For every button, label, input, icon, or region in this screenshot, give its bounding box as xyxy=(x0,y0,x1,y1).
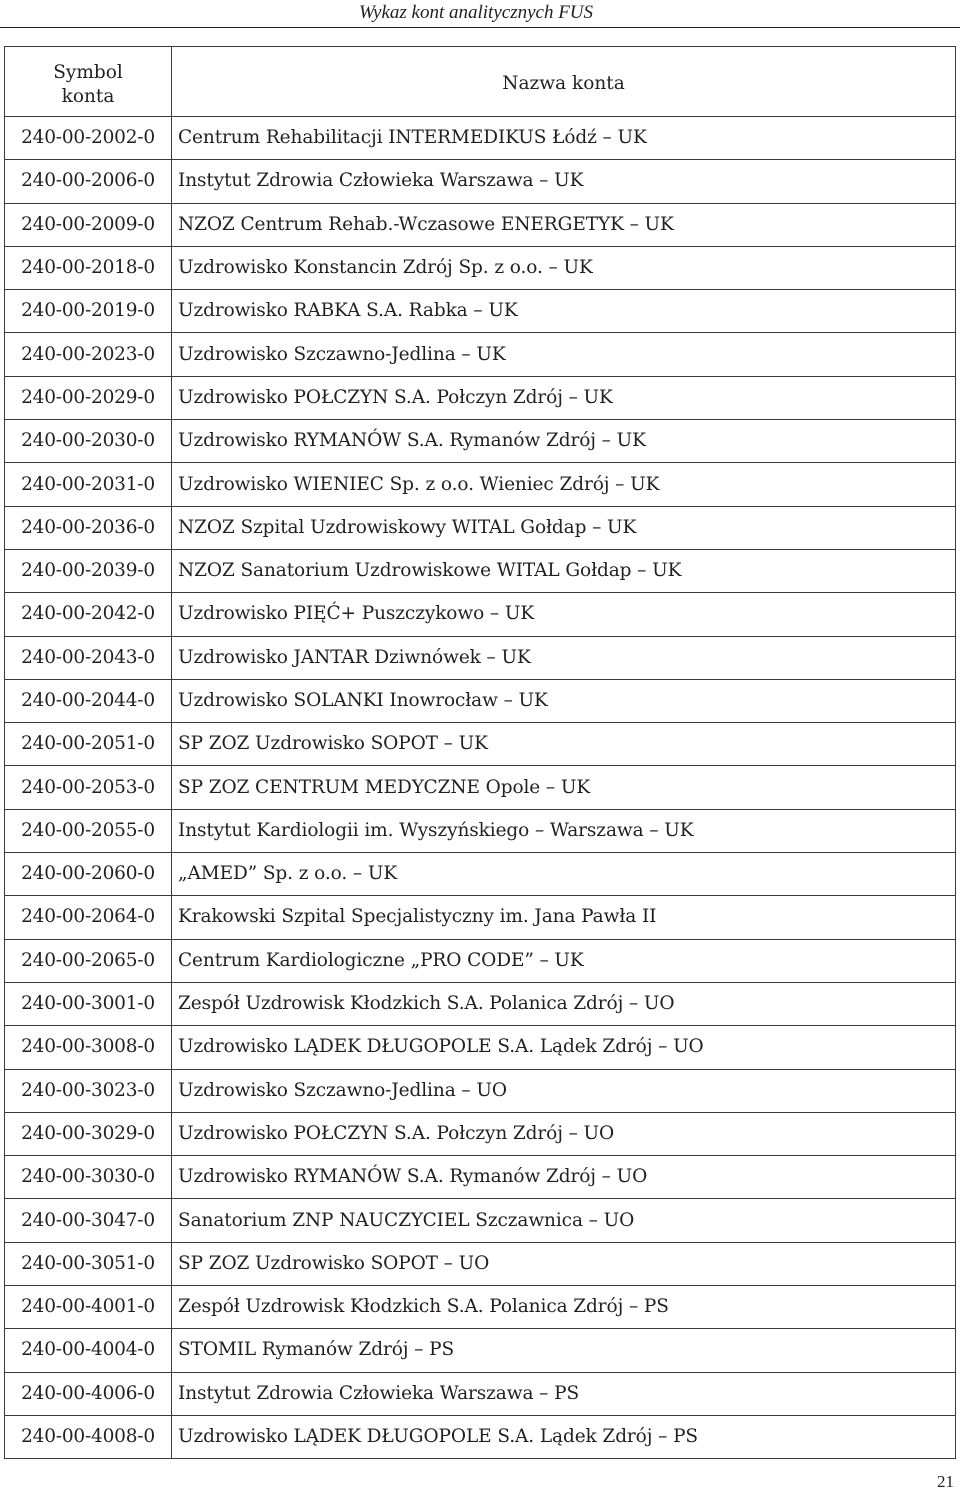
account-name: Uzdrowisko LĄDEK DŁUGOPOLE S.A. Lądek Zdrój – PS xyxy=(172,1415,956,1458)
account-symbol: 240-00-2043-0 xyxy=(5,636,172,679)
account-symbol: 240-00-2039-0 xyxy=(5,549,172,592)
account-symbol: 240-00-2064-0 xyxy=(5,896,172,939)
table-row xyxy=(5,982,956,1025)
account-name: Centrum Rehabilitacji INTERMEDIKUS Łódź – UK xyxy=(172,117,956,160)
account-name: Zespół Uzdrowisk Kłodzkich S.A. Polanica Zdrój – UO xyxy=(172,982,956,1025)
account-symbol: 240-00-2053-0 xyxy=(5,766,172,809)
account-symbol: 240-00-2006-0 xyxy=(5,160,172,203)
table-row xyxy=(5,420,956,463)
table-row xyxy=(5,723,956,766)
column-header-symbol xyxy=(5,47,172,117)
table-row xyxy=(5,1242,956,1285)
table-row xyxy=(5,939,956,982)
table-row xyxy=(5,766,956,809)
account-name: SP ZOZ Uzdrowisko SOPOT – UK xyxy=(172,723,956,766)
account-symbol: 240-00-2018-0 xyxy=(5,246,172,289)
table-row xyxy=(5,1415,956,1458)
table-row xyxy=(5,333,956,376)
account-name: Uzdrowisko WIENIEC Sp. z o.o. Wieniec Zdrój – UK xyxy=(172,463,956,506)
account-name: Instytut Zdrowia Człowieka Warszawa – PS xyxy=(172,1372,956,1415)
running-head-title: Wykaz kont analitycznych FUS xyxy=(358,2,594,23)
table-row xyxy=(5,246,956,289)
account-symbol: 240-00-2036-0 xyxy=(5,506,172,549)
account-symbol: 240-00-2051-0 xyxy=(5,723,172,766)
table-row xyxy=(5,636,956,679)
column-header-symbol-line2: konta xyxy=(61,85,115,107)
table-row xyxy=(5,1199,956,1242)
table-row xyxy=(5,1156,956,1199)
account-symbol: 240-00-2031-0 xyxy=(5,463,172,506)
account-symbol: 240-00-2023-0 xyxy=(5,333,172,376)
account-name: Uzdrowisko PIĘĆ+ Puszczykowo – UK xyxy=(172,593,956,636)
account-name: Uzdrowisko RYMANÓW S.A. Rymanów Zdrój – UO xyxy=(172,1156,956,1199)
account-name: Instytut Kardiologii im. Wyszyńskiego – Warszawa – UK xyxy=(172,809,956,852)
running-head xyxy=(0,2,952,26)
column-header-symbol-line1: Symbol xyxy=(53,61,123,83)
table-row xyxy=(5,1026,956,1069)
account-symbol: 240-00-3051-0 xyxy=(5,1242,172,1285)
account-symbol: 240-00-3008-0 xyxy=(5,1026,172,1069)
account-name: Uzdrowisko SOLANKI Inowrocław – UK xyxy=(172,679,956,722)
account-name: Uzdrowisko LĄDEK DŁUGOPOLE S.A. Lądek Zdrój – UO xyxy=(172,1026,956,1069)
account-name: Uzdrowisko Szczawno-Jedlina – UO xyxy=(172,1069,956,1112)
table-row xyxy=(5,203,956,246)
table-row xyxy=(5,549,956,592)
table-row xyxy=(5,160,956,203)
account-name: Uzdrowisko POŁCZYN S.A. Połczyn Zdrój – UK xyxy=(172,376,956,419)
table-header-row xyxy=(5,47,956,117)
account-symbol: 240-00-3047-0 xyxy=(5,1199,172,1242)
account-symbol: 240-00-4004-0 xyxy=(5,1329,172,1372)
account-name: NZOZ Centrum Rehab.-Wczasowe ENERGETYK – UK xyxy=(172,203,956,246)
table-row xyxy=(5,853,956,896)
account-symbol: 240-00-4001-0 xyxy=(5,1286,172,1329)
table-row xyxy=(5,376,956,419)
account-symbol: 240-00-2065-0 xyxy=(5,939,172,982)
table-row xyxy=(5,896,956,939)
account-symbol: 240-00-2029-0 xyxy=(5,376,172,419)
account-name: Uzdrowisko JANTAR Dziwnówek – UK xyxy=(172,636,956,679)
table-body xyxy=(5,117,956,1459)
account-symbol: 240-00-3030-0 xyxy=(5,1156,172,1199)
account-symbol: 240-00-2055-0 xyxy=(5,809,172,852)
account-name: Instytut Zdrowia Człowieka Warszawa – UK xyxy=(172,160,956,203)
account-symbol: 240-00-4008-0 xyxy=(5,1415,172,1458)
header-rule xyxy=(0,27,960,28)
account-name: „AMED” Sp. z o.o. – UK xyxy=(172,853,956,896)
table-row xyxy=(5,506,956,549)
column-header-name: Nazwa konta xyxy=(172,47,956,117)
table-row xyxy=(5,1069,956,1112)
account-name: Zespół Uzdrowisk Kłodzkich S.A. Polanica Zdrój – PS xyxy=(172,1286,956,1329)
account-symbol: 240-00-2042-0 xyxy=(5,593,172,636)
table-row xyxy=(5,463,956,506)
account-symbol: 240-00-3029-0 xyxy=(5,1112,172,1155)
account-name: Centrum Kardiologiczne „PRO CODE” – UK xyxy=(172,939,956,982)
account-name: Sanatorium ZNP NAUCZYCIEL Szczawnica – UO xyxy=(172,1199,956,1242)
accounts-table xyxy=(4,46,956,1459)
table-row xyxy=(5,679,956,722)
table-row xyxy=(5,1112,956,1155)
account-symbol: 240-00-2002-0 xyxy=(5,117,172,160)
account-name: STOMIL Rymanów Zdrój – PS xyxy=(172,1329,956,1372)
page-number: 21 xyxy=(937,1472,954,1491)
account-name: Uzdrowisko Konstancin Zdrój Sp. z o.o. – UK xyxy=(172,246,956,289)
account-symbol: 240-00-3001-0 xyxy=(5,982,172,1025)
table-row xyxy=(5,593,956,636)
account-symbol: 240-00-2030-0 xyxy=(5,420,172,463)
account-symbol: 240-00-2044-0 xyxy=(5,679,172,722)
account-name: NZOZ Sanatorium Uzdrowiskowe WITAL Gołdap – UK xyxy=(172,549,956,592)
account-name: SP ZOZ CENTRUM MEDYCZNE Opole – UK xyxy=(172,766,956,809)
account-name: Uzdrowisko POŁCZYN S.A. Połczyn Zdrój – UO xyxy=(172,1112,956,1155)
account-name: SP ZOZ Uzdrowisko SOPOT – UO xyxy=(172,1242,956,1285)
account-symbol: 240-00-3023-0 xyxy=(5,1069,172,1112)
account-name: Uzdrowisko RABKA S.A. Rabka – UK xyxy=(172,290,956,333)
account-name: Uzdrowisko Szczawno-Jedlina – UK xyxy=(172,333,956,376)
account-name: Uzdrowisko RYMANÓW S.A. Rymanów Zdrój – UK xyxy=(172,420,956,463)
account-name: Krakowski Szpital Specjalistyczny im. Jana Pawła II xyxy=(172,896,956,939)
account-symbol: 240-00-2019-0 xyxy=(5,290,172,333)
table-row xyxy=(5,1286,956,1329)
table-row xyxy=(5,1329,956,1372)
table-row xyxy=(5,290,956,333)
table-row xyxy=(5,809,956,852)
table-row xyxy=(5,1372,956,1415)
account-symbol: 240-00-4006-0 xyxy=(5,1372,172,1415)
account-name: NZOZ Szpital Uzdrowiskowy WITAL Gołdap – UK xyxy=(172,506,956,549)
account-symbol: 240-00-2060-0 xyxy=(5,853,172,896)
account-symbol: 240-00-2009-0 xyxy=(5,203,172,246)
table-row xyxy=(5,117,956,160)
